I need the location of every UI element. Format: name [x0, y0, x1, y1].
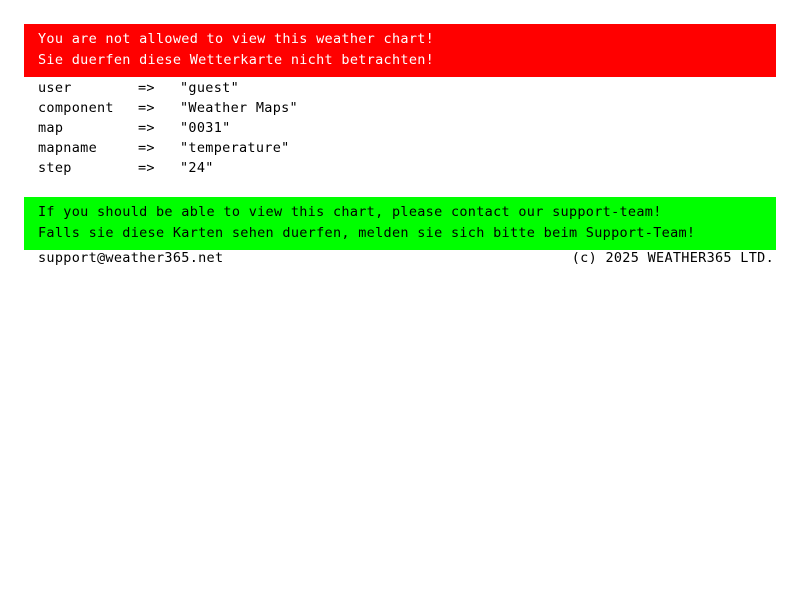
info-banner-line-de: Falls sie diese Karten sehen duerfen, melden sie sich bitte beim Support-Team! [38, 225, 696, 241]
param-value: "temperature" [180, 140, 290, 156]
param-arrow: => [138, 100, 155, 116]
param-arrow: => [138, 120, 155, 136]
param-value: "Weather Maps" [180, 100, 298, 116]
param-key: map [38, 120, 64, 136]
copyright-text: (c) 2025 WEATHER365 LTD. [571, 250, 774, 266]
parameter-table [38, 80, 298, 180]
param-key: component [38, 100, 114, 116]
param-arrow: => [138, 140, 155, 156]
table-row [38, 140, 298, 160]
param-value: "guest" [180, 80, 239, 96]
param-arrow: => [138, 80, 155, 96]
support-email-link[interactable]: support@weather365.net [38, 250, 224, 266]
error-banner [24, 24, 776, 77]
param-key: mapname [38, 140, 97, 156]
param-arrow: => [138, 160, 155, 176]
param-value: "24" [180, 160, 214, 176]
info-banner-line-en: If you should be able to view this chart, please contact our support-team! [38, 204, 662, 220]
table-row [38, 80, 298, 100]
table-row [38, 120, 298, 140]
table-row [38, 100, 298, 120]
info-banner [24, 197, 776, 250]
param-key: step [38, 160, 72, 176]
param-key: user [38, 80, 72, 96]
error-banner-line-de: Sie duerfen diese Wetterkarte nicht betrachten! [38, 52, 435, 68]
param-value: "0031" [180, 120, 231, 136]
error-banner-line-en: You are not allowed to view this weather chart! [38, 31, 435, 47]
table-row [38, 160, 298, 180]
footer [38, 250, 774, 266]
